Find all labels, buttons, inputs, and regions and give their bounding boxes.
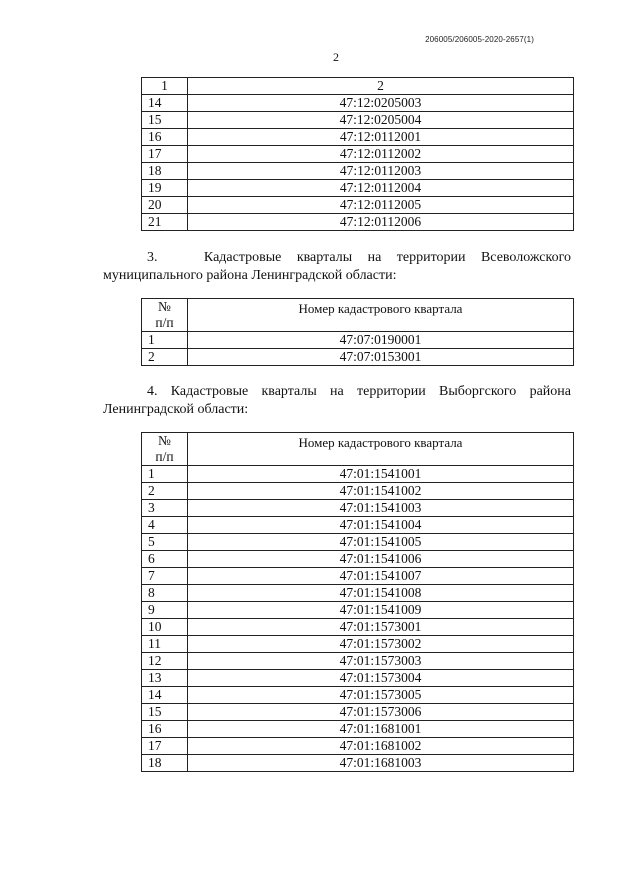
- cadastral-table-continued: [141, 77, 574, 231]
- section-3-line-2: муниципального района Ленинградской области:: [103, 268, 397, 283]
- page-number: 2: [333, 50, 339, 64]
- table-row: [142, 551, 574, 568]
- table-row: [142, 95, 574, 112]
- table-row: [142, 602, 574, 619]
- row-number-cell: 18: [142, 755, 188, 772]
- section-4-line-1: 4. Кадастровые кварталы на территории Выборгского района: [147, 384, 571, 399]
- cadastral-number-cell: 47:01:1541004: [188, 517, 574, 534]
- cadastral-number-cell: 47:01:1541008: [188, 585, 574, 602]
- cadastral-number-cell: 47:12:0112003: [188, 163, 574, 180]
- cadastral-number-cell: 47:12:0205004: [188, 112, 574, 129]
- row-number-cell: 1: [142, 332, 188, 349]
- row-number-cell: 17: [142, 738, 188, 755]
- table-row: [142, 146, 574, 163]
- cadastral-number-cell: 47:12:0112005: [188, 197, 574, 214]
- table-row: [142, 585, 574, 602]
- row-number-cell: 9: [142, 602, 188, 619]
- cadastral-number-cell: 47:01:1681002: [188, 738, 574, 755]
- table-row: [142, 636, 574, 653]
- cadastral-number-cell: 47:12:0205003: [188, 95, 574, 112]
- table-row: [142, 163, 574, 180]
- header-num-line-2: п/п: [155, 315, 174, 330]
- table-row: [142, 180, 574, 197]
- table-row: [142, 619, 574, 636]
- section-3-line-1: 3. Кадастровые кварталы на территории Всеволожского: [147, 250, 571, 265]
- cadastral-number-cell: 47:01:1573003: [188, 653, 574, 670]
- table-row: [142, 755, 574, 772]
- row-number-cell: 16: [142, 721, 188, 738]
- row-number-cell: 16: [142, 129, 188, 146]
- row-number-cell: 15: [142, 704, 188, 721]
- cadastral-number-cell: 47:07:0153001: [188, 349, 574, 366]
- cadastral-number-cell: 47:01:1541003: [188, 500, 574, 517]
- row-number-cell: 17: [142, 146, 188, 163]
- cadastral-number-cell: 47:12:0112006: [188, 214, 574, 231]
- row-number-cell: 13: [142, 670, 188, 687]
- table-row: [142, 483, 574, 500]
- row-number-cell: 21: [142, 214, 188, 231]
- row-number-cell: 7: [142, 568, 188, 585]
- vsevolozhsky-table: [141, 298, 574, 366]
- row-number-cell: 20: [142, 197, 188, 214]
- cadastral-number-cell: 47:01:1573004: [188, 670, 574, 687]
- row-number-cell: 2: [142, 349, 188, 366]
- table-row: [142, 129, 574, 146]
- table-header-row: [142, 299, 574, 332]
- table-row: [142, 687, 574, 704]
- cadastral-number-cell: 47:01:1541007: [188, 568, 574, 585]
- cadastral-number-cell: 47:01:1541005: [188, 534, 574, 551]
- cadastral-number-cell: 47:01:1541001: [188, 466, 574, 483]
- row-number-cell: 18: [142, 163, 188, 180]
- section-4-line-2: Ленинградской области:: [103, 402, 249, 417]
- cadastral-number-cell: 47:01:1541009: [188, 602, 574, 619]
- row-number-cell: 2: [142, 483, 188, 500]
- table-row: [142, 568, 574, 585]
- table-row: [142, 332, 574, 349]
- row-number-cell: 10: [142, 619, 188, 636]
- cadastral-number-cell: 47:12:0112002: [188, 146, 574, 163]
- cadastral-number-cell: 47:01:1681001: [188, 721, 574, 738]
- table-header-row: [142, 433, 574, 466]
- column-header-quarter: Номер кадастрового квартала: [188, 299, 574, 332]
- row-number-cell: 14: [142, 95, 188, 112]
- column-header-number: [142, 433, 188, 466]
- row-number-cell: 6: [142, 551, 188, 568]
- table-row: [142, 197, 574, 214]
- column-header-number: [142, 299, 188, 332]
- row-number-cell: 19: [142, 180, 188, 197]
- cadastral-number-cell: 47:01:1573006: [188, 704, 574, 721]
- table-row: [142, 517, 574, 534]
- table-row: [142, 214, 574, 231]
- cadastral-number-cell: 47:01:1541006: [188, 551, 574, 568]
- row-number-cell: 1: [142, 466, 188, 483]
- section-4-heading: [103, 383, 571, 419]
- row-number-cell: 3: [142, 500, 188, 517]
- table-row: [142, 349, 574, 366]
- table-row: [142, 738, 574, 755]
- document-id: 206005/206005-2020-2657(1): [425, 35, 534, 44]
- cadastral-number-cell: 47:07:0190001: [188, 332, 574, 349]
- cadastral-number-cell: 47:01:1681003: [188, 755, 574, 772]
- row-number-cell: 4: [142, 517, 188, 534]
- cadastral-number-cell: 47:01:1573002: [188, 636, 574, 653]
- table-row: [142, 112, 574, 129]
- header-num-line-2: п/п: [155, 449, 174, 464]
- table-row: [142, 466, 574, 483]
- table-row: [142, 670, 574, 687]
- cadastral-number-cell: 47:01:1573001: [188, 619, 574, 636]
- header-num-line-1: №: [158, 433, 171, 448]
- table-row: [142, 704, 574, 721]
- vyborgsky-table: [141, 432, 574, 772]
- cadastral-number-cell: 47:12:0112001: [188, 129, 574, 146]
- section-3-heading: [103, 249, 571, 285]
- row-number-cell: 12: [142, 653, 188, 670]
- column-header-quarter: Номер кадастрового квартала: [188, 433, 574, 466]
- table-row: [142, 500, 574, 517]
- cadastral-number-cell: 47:01:1573005: [188, 687, 574, 704]
- header-num-line-1: №: [158, 299, 171, 314]
- row-number-cell: 5: [142, 534, 188, 551]
- table-row: [142, 534, 574, 551]
- table-header-row: [142, 78, 574, 95]
- row-number-cell: 11: [142, 636, 188, 653]
- table-row: [142, 653, 574, 670]
- row-number-cell: 15: [142, 112, 188, 129]
- row-number-cell: 14: [142, 687, 188, 704]
- column-header-number: 1: [142, 78, 188, 95]
- cadastral-number-cell: 47:01:1541002: [188, 483, 574, 500]
- row-number-cell: 8: [142, 585, 188, 602]
- cadastral-number-cell: 47:12:0112004: [188, 180, 574, 197]
- table-row: [142, 721, 574, 738]
- column-header-quarter: 2: [188, 78, 574, 95]
